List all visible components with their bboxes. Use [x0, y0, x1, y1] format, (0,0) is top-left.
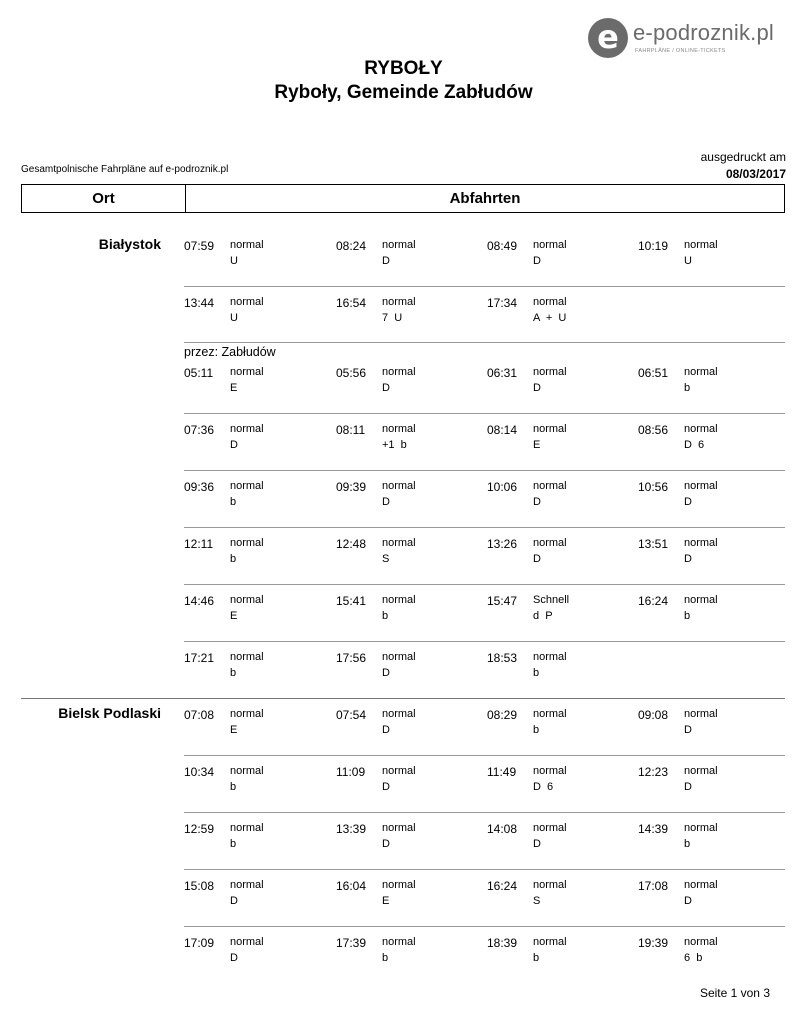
departure-entry — [638, 765, 788, 805]
departure-time: 08:56 — [638, 423, 669, 437]
source-note: Gesamtpolnische Fahrpläne auf e-podroznik.pl — [21, 164, 229, 175]
departure-entry — [184, 537, 334, 577]
service-code: D — [382, 382, 390, 394]
service-type: normal — [684, 366, 718, 378]
service-code: D — [533, 382, 541, 394]
service-type: normal — [533, 423, 567, 435]
service-type: normal — [684, 423, 718, 435]
service-code: E — [230, 724, 238, 736]
service-type: normal — [230, 480, 264, 492]
service-code: D — [533, 255, 541, 267]
service-code: E — [230, 610, 238, 622]
departure-entry — [336, 594, 486, 634]
service-code: D — [382, 667, 390, 679]
service-type: normal — [382, 708, 416, 720]
departure-time: 17:09 — [184, 936, 215, 950]
departure-entry — [487, 480, 637, 520]
departure-entry — [638, 366, 788, 406]
service-type: normal — [230, 765, 264, 777]
departure-time: 12:23 — [638, 765, 669, 779]
row-divider — [184, 584, 785, 585]
service-code: D — [230, 439, 238, 451]
service-code: D — [533, 553, 541, 565]
printed-label: ausgedruckt am — [700, 150, 786, 164]
page-number: Seite 1 von 3 — [699, 986, 770, 1000]
service-type: normal — [684, 239, 718, 251]
service-code: b — [533, 724, 540, 736]
departure-time: 09:36 — [184, 480, 215, 494]
service-code: D 6 — [684, 439, 705, 451]
row-divider — [184, 527, 785, 528]
departure-time: 06:31 — [487, 366, 518, 380]
departure-entry — [336, 822, 486, 862]
departure-time: 07:59 — [184, 239, 215, 253]
service-type: normal — [533, 708, 567, 720]
logo-mark-letter: e — [597, 18, 619, 56]
departure-entry — [336, 296, 486, 336]
row-divider — [184, 286, 785, 287]
service-type: normal — [382, 651, 416, 663]
departure-time: 13:26 — [487, 537, 518, 551]
service-type: normal — [533, 879, 567, 891]
service-type: normal — [230, 239, 264, 251]
departure-time: 05:11 — [184, 366, 214, 380]
departure-time: 18:39 — [487, 936, 518, 950]
service-type: normal — [533, 822, 567, 834]
service-code: b — [684, 838, 691, 850]
departure-time: 11:09 — [336, 765, 366, 779]
departure-time: 07:36 — [184, 423, 215, 437]
departure-entry — [336, 936, 486, 976]
departure-entry — [638, 879, 788, 919]
service-code: b — [230, 667, 237, 679]
service-type: normal — [684, 480, 718, 492]
departure-entry — [336, 537, 486, 577]
service-code: D — [533, 838, 541, 850]
service-code: D — [684, 553, 692, 565]
service-code: 7 U — [382, 312, 403, 324]
departure-entry — [336, 480, 486, 520]
departure-entry — [487, 822, 637, 862]
service-code: D — [382, 496, 390, 508]
service-code: S — [382, 553, 390, 565]
departure-time: 19:39 — [638, 936, 669, 950]
departure-time: 08:49 — [487, 239, 518, 253]
place-name: Bielsk Podlaski — [58, 705, 161, 721]
service-code: b — [533, 667, 540, 679]
departure-time: 14:46 — [184, 594, 215, 608]
service-code: D — [230, 895, 238, 907]
service-code: A + U — [533, 312, 567, 324]
departure-time: 17:34 — [487, 296, 518, 310]
departure-entry — [336, 423, 486, 463]
departure-entry — [487, 594, 637, 634]
service-code: D — [382, 255, 390, 267]
departure-time: 15:08 — [184, 879, 215, 893]
service-type: normal — [230, 366, 264, 378]
service-code: b — [684, 382, 691, 394]
departure-time: 07:08 — [184, 708, 215, 722]
departure-entry — [487, 423, 637, 463]
departure-time: 17:21 — [184, 651, 215, 665]
service-type: normal — [684, 765, 718, 777]
row-divider — [184, 641, 785, 642]
departure-entry — [487, 708, 637, 748]
row-divider — [184, 413, 785, 414]
departure-time: 13:39 — [336, 822, 367, 836]
service-type: Schnell — [533, 594, 570, 606]
departure-entry — [336, 765, 486, 805]
service-code: E — [533, 439, 541, 451]
service-type: normal — [382, 366, 416, 378]
service-type: normal — [230, 651, 264, 663]
service-type: normal — [382, 239, 416, 251]
departure-time: 10:34 — [184, 765, 215, 779]
table-header — [21, 184, 785, 213]
departure-entry — [638, 594, 788, 634]
departure-time: 12:11 — [184, 537, 214, 551]
departure-entry — [638, 822, 788, 862]
departure-time: 16:54 — [336, 296, 367, 310]
departure-time: 13:51 — [638, 537, 669, 551]
service-code: b — [230, 781, 237, 793]
service-type: normal — [533, 765, 567, 777]
service-code: D — [230, 952, 238, 964]
service-code: d P — [533, 610, 553, 622]
service-code: D — [382, 838, 390, 850]
departure-time: 16:24 — [487, 879, 518, 893]
departure-time: 16:04 — [336, 879, 367, 893]
brand-logo — [588, 18, 798, 60]
departure-time: 07:54 — [336, 708, 367, 722]
service-type: normal — [230, 879, 264, 891]
service-code: U — [230, 255, 238, 267]
departure-time: 08:14 — [487, 423, 518, 437]
departure-time: 10:56 — [638, 480, 669, 494]
departure-entry — [184, 936, 334, 976]
service-type: normal — [230, 708, 264, 720]
service-type: normal — [684, 822, 718, 834]
service-code: +1 b — [382, 439, 407, 451]
departure-time: 15:47 — [487, 594, 518, 608]
departure-entry — [487, 936, 637, 976]
row-divider — [184, 869, 785, 870]
service-type: normal — [684, 879, 718, 891]
service-code: b — [230, 838, 237, 850]
service-type: normal — [533, 239, 567, 251]
service-type: normal — [382, 296, 416, 308]
departure-entry — [184, 423, 334, 463]
row-divider — [184, 926, 785, 927]
service-code: D 6 — [533, 781, 554, 793]
column-header-departures: Abfahrten — [449, 190, 521, 207]
page-subtitle: Ryboły, Gemeinde Zabłudów — [274, 82, 533, 103]
departure-entry — [336, 651, 486, 691]
service-code: D — [684, 895, 692, 907]
page-title: RYBOŁY — [364, 58, 443, 79]
departure-entry — [184, 822, 334, 862]
departure-entry — [184, 708, 334, 748]
departure-entry — [487, 366, 637, 406]
departure-entry — [638, 480, 788, 520]
departure-entry — [638, 537, 788, 577]
departure-time: 17:08 — [638, 879, 669, 893]
departure-time: 10:06 — [487, 480, 518, 494]
departure-entry — [638, 239, 788, 279]
service-type: normal — [382, 822, 416, 834]
column-header-place: Ort — [22, 185, 186, 212]
service-type: normal — [533, 537, 567, 549]
departure-time: 10:19 — [638, 239, 669, 253]
service-code: D — [382, 781, 390, 793]
departure-time: 08:29 — [487, 708, 518, 722]
departure-time: 13:44 — [184, 296, 215, 310]
service-code: E — [382, 895, 390, 907]
service-type: normal — [230, 296, 264, 308]
row-divider — [184, 812, 785, 813]
service-type: normal — [684, 537, 718, 549]
service-type: normal — [684, 594, 718, 606]
departure-time: 18:53 — [487, 651, 518, 665]
departure-time: 12:59 — [184, 822, 215, 836]
service-code: D — [684, 724, 692, 736]
service-type: normal — [382, 879, 416, 891]
departure-entry — [336, 879, 486, 919]
service-code: b — [382, 952, 389, 964]
departure-entry — [336, 708, 486, 748]
service-code: D — [382, 724, 390, 736]
printed-info — [701, 149, 786, 183]
printed-date: 08/03/2017 — [725, 167, 786, 181]
service-type: normal — [533, 936, 567, 948]
departure-entry — [184, 651, 334, 691]
departure-time: 08:11 — [336, 423, 366, 437]
departure-time: 16:24 — [638, 594, 669, 608]
departure-entry — [184, 765, 334, 805]
service-type: normal — [230, 936, 264, 948]
departure-time: 11:49 — [487, 765, 517, 779]
service-type: normal — [382, 423, 416, 435]
service-code: b — [230, 496, 237, 508]
departure-time: 12:48 — [336, 537, 367, 551]
service-code: D — [684, 781, 692, 793]
departure-time: 17:39 — [336, 936, 367, 950]
row-divider — [184, 755, 785, 756]
logo-tagline: FAHRPLÄNE / ONLINE-TICKETS — [635, 48, 726, 54]
departure-entry — [487, 879, 637, 919]
service-type: normal — [684, 936, 718, 948]
service-code: b — [533, 952, 540, 964]
service-type: normal — [533, 480, 567, 492]
departure-entry — [184, 594, 334, 634]
service-code: b — [230, 553, 237, 565]
service-type: normal — [382, 765, 416, 777]
departure-entry — [638, 936, 788, 976]
row-divider — [184, 342, 785, 343]
departure-time: 17:56 — [336, 651, 367, 665]
service-type: normal — [382, 480, 416, 492]
departure-entry — [184, 239, 334, 279]
service-type: normal — [230, 822, 264, 834]
departure-time: 08:24 — [336, 239, 367, 253]
departure-entry — [184, 480, 334, 520]
service-type: normal — [533, 366, 567, 378]
service-code: b — [684, 610, 691, 622]
row-divider — [184, 470, 785, 471]
service-type: normal — [230, 423, 264, 435]
service-type: normal — [684, 708, 718, 720]
service-code: E — [230, 382, 238, 394]
service-type: normal — [230, 594, 264, 606]
departure-entry — [184, 879, 334, 919]
place-name: Białystok — [98, 236, 161, 252]
service-code: b — [382, 610, 389, 622]
service-type: normal — [382, 936, 416, 948]
departure-entry — [336, 239, 486, 279]
departure-time: 09:08 — [638, 708, 669, 722]
departure-time: 14:08 — [487, 822, 518, 836]
service-code: S — [533, 895, 541, 907]
departure-entry — [487, 239, 637, 279]
section-divider — [21, 698, 785, 699]
service-code: U — [684, 255, 692, 267]
service-code: 6 b — [684, 952, 703, 964]
service-type: normal — [382, 594, 416, 606]
departure-entry — [184, 366, 334, 406]
via-note: przez: Zabłudów — [184, 345, 276, 359]
service-code: U — [230, 312, 238, 324]
service-code: D — [533, 496, 541, 508]
departure-time: 06:51 — [638, 366, 669, 380]
departure-entry — [487, 296, 637, 336]
service-code: D — [684, 496, 692, 508]
departure-entry — [336, 366, 486, 406]
departure-entry — [184, 296, 334, 336]
departure-entry — [638, 423, 788, 463]
service-type: normal — [533, 296, 567, 308]
service-type: normal — [230, 537, 264, 549]
departure-time: 14:39 — [638, 822, 669, 836]
service-type: normal — [533, 651, 567, 663]
service-type: normal — [382, 537, 416, 549]
logo-name: e-podroznik.pl — [633, 20, 774, 45]
departure-entry — [487, 537, 637, 577]
departure-entry — [487, 765, 637, 805]
departure-time: 15:41 — [336, 594, 367, 608]
departure-entry — [638, 708, 788, 748]
departure-entry — [487, 651, 637, 691]
departure-time: 05:56 — [336, 366, 367, 380]
departure-time: 09:39 — [336, 480, 367, 494]
